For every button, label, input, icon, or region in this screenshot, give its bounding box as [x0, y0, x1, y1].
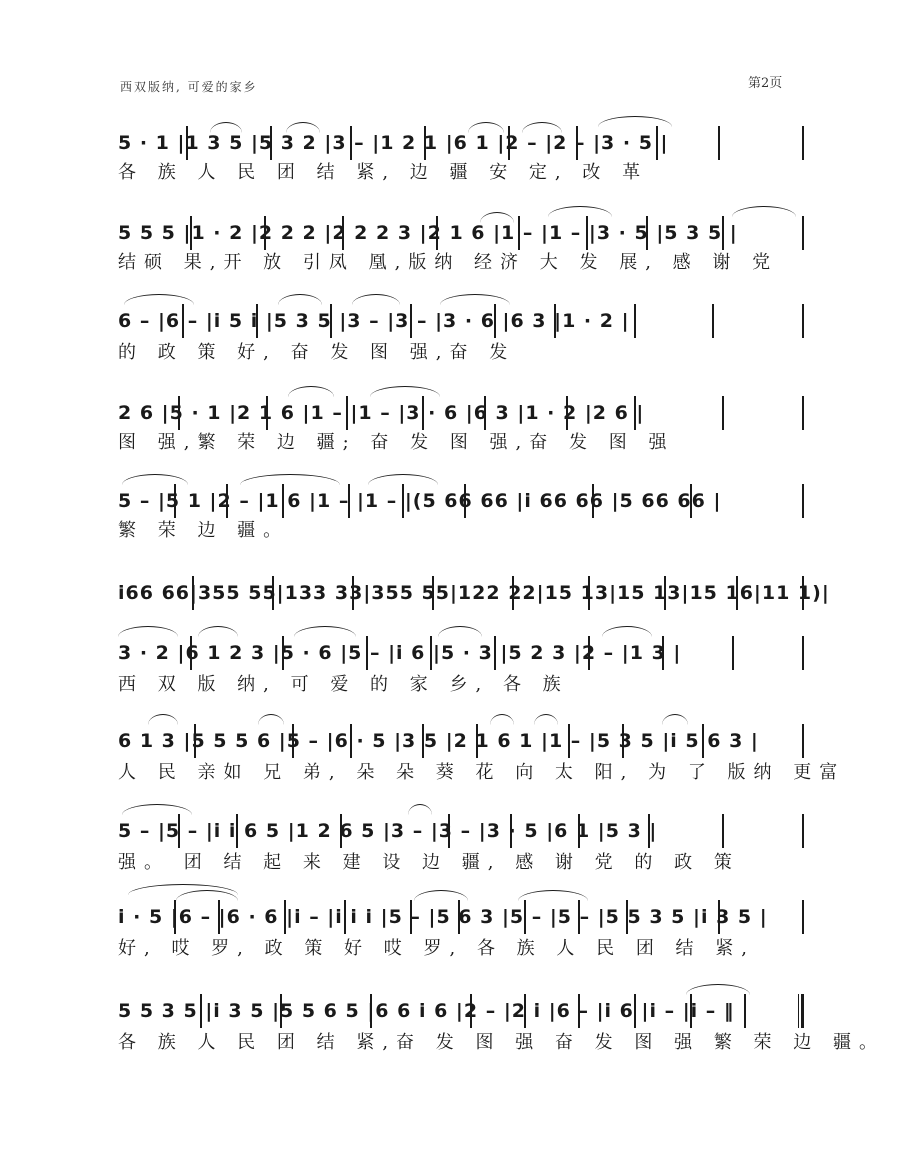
notation-line: 5 5 3 5 |i 3 5 |5 5 6 5 |6 6 i 6 |2 – |2 i |6 – |i 6 |i – |i – ‖ [118, 1000, 735, 1022]
notation-line: 5 · 1 |1 3 5 |5 3 2 |3 – |1 2 1 |6 1 |2 – |2 – |3 · 5 | [118, 132, 669, 154]
notation-line: 3 · 2 |6 1 2 3 |5 · 6 |5 – |i 6 |5 · 3 |5 2 3 |2 – |1 3 | [118, 642, 682, 664]
lyrics-line: 人 民 亲如 兄 弟, 朵 朵 葵 花 向 太 阳, 为 了 版纳 更富 [118, 762, 846, 783]
lyrics-line: 好, 哎 罗, 政 策 好 哎 罗, 各 族 人 民 团 结 紧, [118, 938, 755, 959]
lyrics-line: 的 政 策 好, 奋 发 图 强,奋 发 [118, 342, 516, 363]
lyrics-line: 结硕 果,开 放 引凤 凰,版纳 经济 大 发 展, 感 谢 党 [118, 252, 779, 273]
notation-line: 2 6 |5 · 1 |2 1 6 |1 – |1 – |3 · 6 |6 3 |1 · 2 |2 6 | [118, 402, 645, 424]
notation-line: 5 5 5 |1 · 2 |2 2 2 |2 2 2 3 |2 1 6 |1 – |1 – |3 · 5 |5 3 5 | [118, 222, 738, 244]
lyrics-line: 各 族 人 民 团 结 紧,奋 发 图 强 奋 发 图 强 繁 荣 边 疆。 [118, 1032, 885, 1053]
notation-line: i · 5 |6 – |6 · 6 |i – |i i i |5 – |5 6 3 |5 – |5 – |5 5 3 5 |i 3 5 | [118, 906, 768, 928]
notation-line: 6 – |6 – |i 5 i |5 3 5 |3 – |3 – |3 · 6 |6 3 |1 · 2 | [118, 310, 630, 332]
song-title-header: 西双版纳, 可爱的家乡 [120, 80, 258, 94]
notation-line: 5 – |5 1 |2 – |1 6 |1 – |1 – |(5 66 66 |i 66 66 |5 66 66 | [118, 490, 722, 512]
page-number: 第2页 [748, 76, 783, 91]
lyrics-line: 强。 团 结 起 来 建 设 边 疆, 感 谢 党 的 政 策 [118, 852, 740, 873]
notation-line: 6 1 3 |5 5 5 6 |5 – |6 · 5 |3 5 |2 1 6 1 |1 – |5 3 5 |i 5 6 3 | [118, 730, 759, 752]
lyrics-line: 繁 荣 边 疆。 [118, 520, 290, 541]
lyrics-line: 西 双 版 纳, 可 爱 的 家 乡, 各 族 [118, 674, 569, 695]
lyrics-line: 各 族 人 民 团 结 紧, 边 疆 安 定, 改 革 [118, 162, 649, 183]
notation-line: i66 66|355 55|133 33|355 55|122 22|15 13|15 13|15 16|11 1)| [118, 582, 830, 604]
notation-line: 5 – |5 – |i i 6 5 |1 2 6 5 |3 – |3 – |3 · 5 |6 1 |5 3 | [118, 820, 658, 842]
lyrics-line: 图 强,繁 荣 边 疆; 奋 发 图 强,奋 发 图 强 [118, 432, 675, 453]
